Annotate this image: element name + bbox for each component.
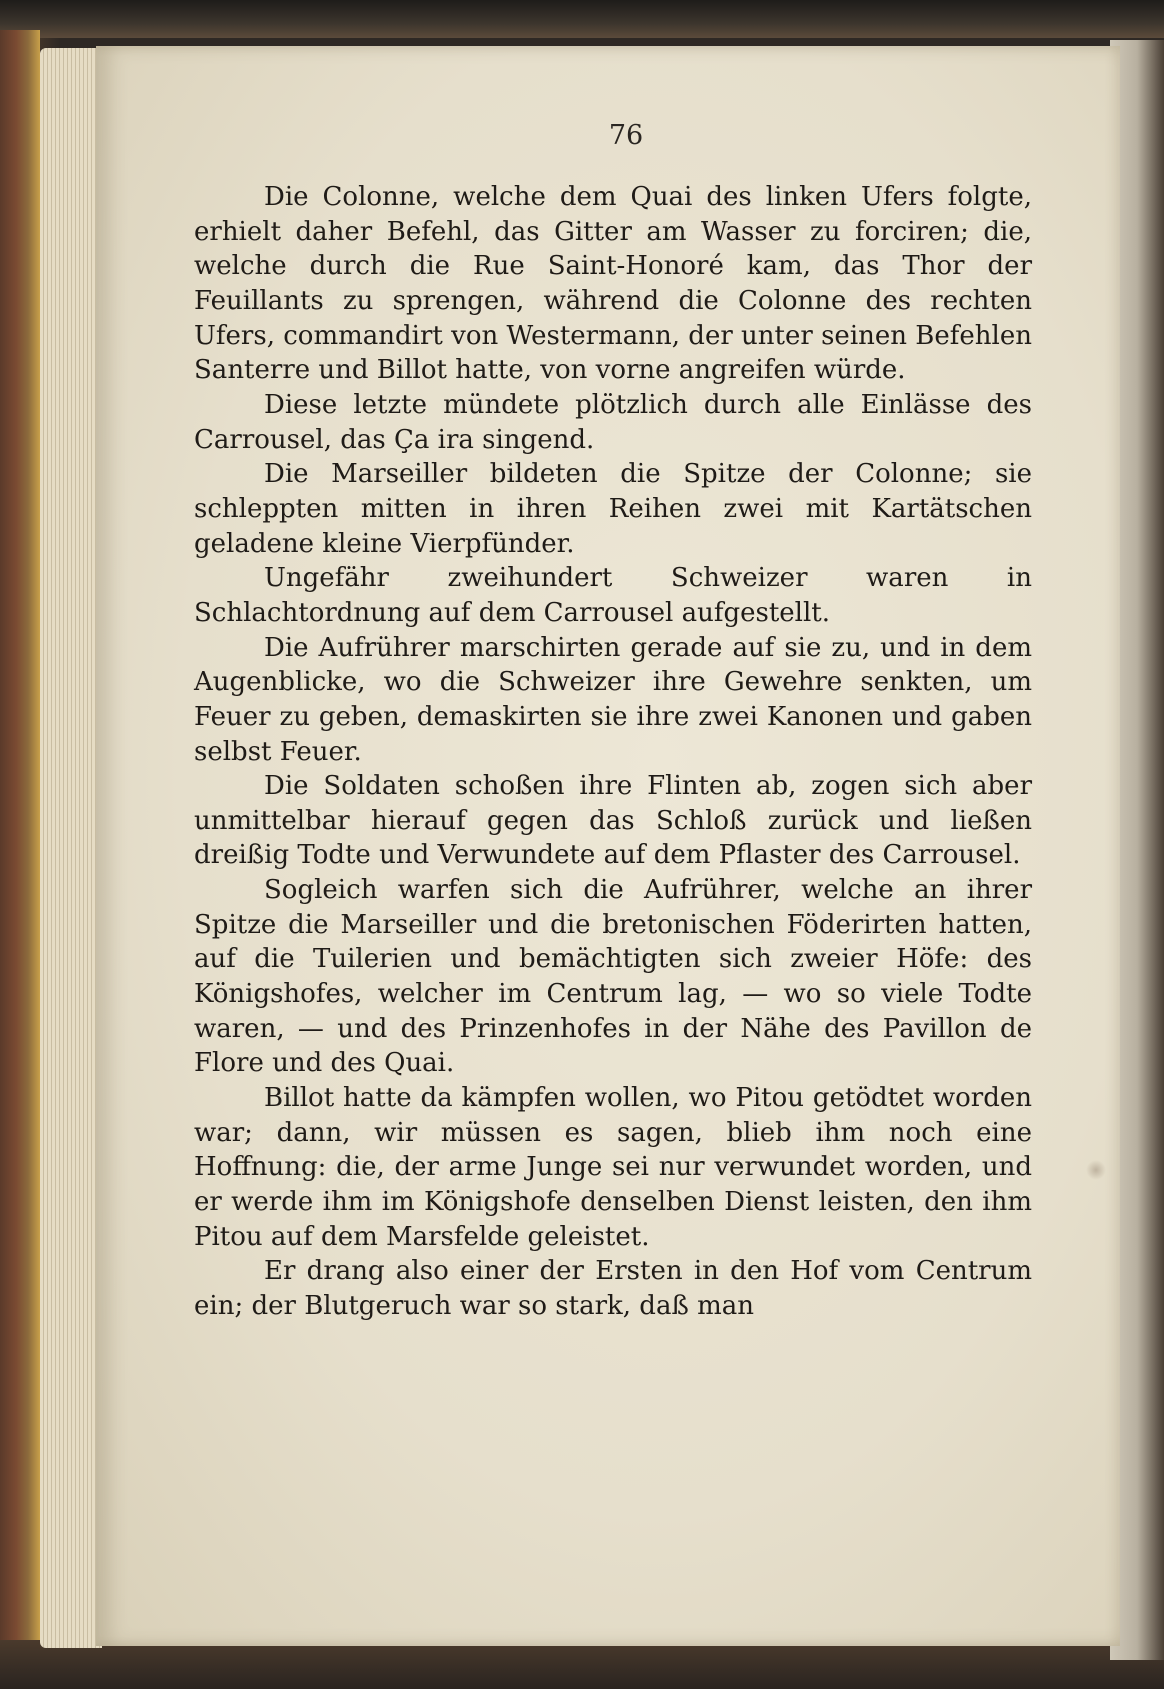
book-cover-bottom-edge (0, 1640, 1164, 1689)
paragraph: Sogleich warfen sich die Aufrührer, welche an ihrer Spitze die Marseiller und die bretonischen Föderirten hatten, auf die Tuilerien und bemächtigten sich zweier Höfe: des Königshofes, welcher im Centrum lag, — wo so viele Todte waren, — und des Prinzenhofes in der Nähe des Pavillon de Flore und des Quai. (194, 875, 1032, 1079)
paragraph: Die Marseiller bildeten die Spitze der Colonne; sie schleppten mitten in ihren Reihen zwei mit Kartätschen geladene kleine Vierpfünder. (194, 459, 1032, 559)
page-number: 76 (608, 120, 644, 151)
ink-smudge (1086, 1160, 1106, 1180)
paragraph: Die Aufrührer marschirten gerade auf sie zu, und in dem Augenblicke, wo die Schweizer ihre Gewehre senkten, um Feuer zu geben, demaskirten sie ihre zwei Kanonen und gaben selbst Feuer. (194, 632, 1032, 767)
paragraph: Ungefähr zweihundert Schweizer waren in Schlachtordnung auf dem Carrousel aufgestellt. (194, 563, 1032, 628)
book-cover-top-edge (0, 0, 1164, 38)
book-cover-left-edge (0, 30, 40, 1670)
paragraph: Die Soldaten schoßen ihre Flinten ab, zogen sich aber unmittelbar hierauf gegen das Schloß zurück und ließen dreißig Todte und Verwundete auf dem Pflaster des Carrousel. (194, 771, 1032, 871)
paragraph: Billot hatte da kämpfen wollen, wo Pitou getödtet worden war; dann, wir müssen es sagen, blieb ihm noch eine Hoffnung: die, der arme Junge sei nur verwundet worden, und er werde ihm im Königshofe denselben Dienst leisten, den ihm Pitou auf dem Marsfelde geleistet. (194, 1083, 1032, 1252)
page-stack-edges (40, 48, 102, 1648)
paragraph: Er drang also einer der Ersten in den Hof vom Centrum ein; der Blutgeruch war so stark, daß man (194, 1256, 1032, 1321)
paragraph: Diese letzte mündete plötzlich durch alle Einlässe des Carrousel, das Ça ira singend. (194, 389, 1032, 455)
paragraph: Die Colonne, welche dem Quai des linken Ufers folgte, erhielt daher Befehl, das Gitter am Wasser zu forciren; die, welche durch die Rue Saint-Honoré kam, das Thor der Feuillants zu sprengen, während die Colonne des rechten Ufers, commandirt von Westermann, der unter seinen Befehlen Santerre und Billot hatte, von vorne angreifen würde. (194, 182, 1032, 386)
body-text (194, 180, 1032, 1324)
